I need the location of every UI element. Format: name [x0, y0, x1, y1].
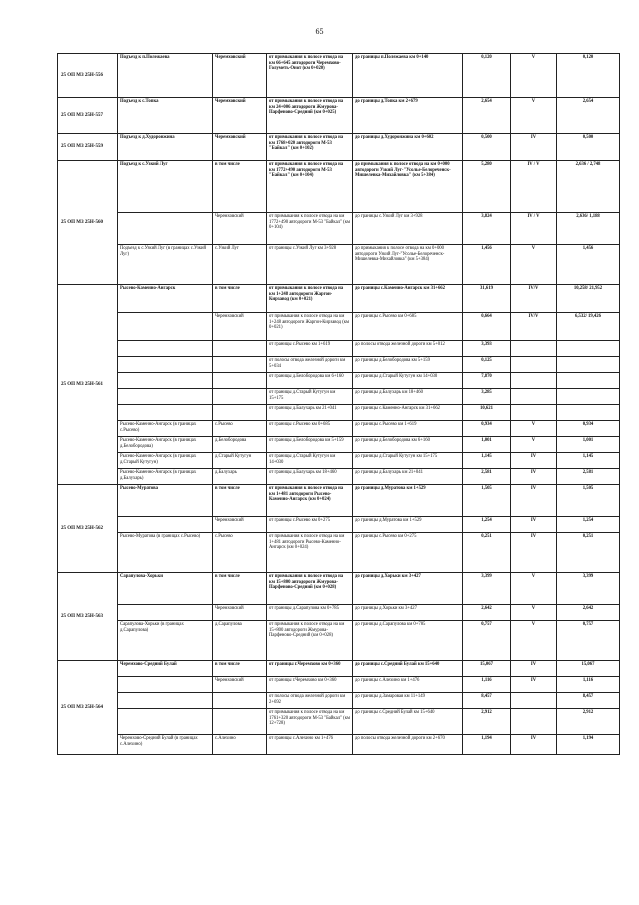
road-code: 25 ОП МЗ 25Н-560 — [58, 161, 118, 285]
road-name — [118, 313, 213, 341]
table-row — [58, 54, 620, 98]
total-length: 1,145 — [557, 453, 620, 469]
table-row — [58, 437, 620, 453]
road-code: 25 ОП МЗ 25Н-556 — [58, 54, 118, 98]
road-category — [511, 389, 557, 405]
roads-table — [57, 53, 620, 755]
district: Черемховский — [213, 677, 267, 693]
segment-to: до границы с.Алехино км 1+476 — [353, 677, 463, 693]
segment-from: от полосы отвода железной дороги км 2+692 — [267, 693, 353, 709]
district — [213, 693, 267, 709]
segment-to: до границы с.Средний Булай км 15+640 — [353, 661, 463, 677]
district — [213, 357, 267, 373]
road-name — [118, 405, 213, 421]
segment-from: от полосы отвода железной дороги км 5+034 — [267, 357, 353, 373]
segment-to: до границы д.Муратова км 1+529 — [353, 517, 463, 533]
road-name: Подъезд к с.Узкий Луг — [118, 161, 213, 213]
segment-from: от примыкания к полосе отвода на км 15+800 автодороги Жмурова-Парфеново-Средний (км 0+028) — [267, 573, 353, 605]
length-km: 2,581 — [463, 469, 511, 485]
length-km: 2,642 — [463, 605, 511, 621]
road-name — [118, 693, 213, 709]
road-name: Подъезд к п.Полежаева — [118, 54, 213, 98]
segment-from: от границы д.Балухарь км 21+041 — [267, 405, 353, 421]
road-category: V — [511, 573, 557, 605]
segment-from: от примыкания к полосе отвода на км 24+006 автодороги Жмурова-Парфеново-Средний (км 0+025) — [267, 98, 353, 134]
segment-from: от границы с.Узкий Луг км 3+928 — [267, 245, 353, 285]
road-category: V — [511, 421, 557, 437]
road-category — [511, 405, 557, 421]
segment-to: до границы с.Рысево км 0+685 — [353, 313, 463, 341]
table-row — [58, 98, 620, 134]
segment-to: до границы с.Рысево км 1+619 — [353, 421, 463, 437]
road-category: V — [511, 54, 557, 98]
district: д.Сарапулова — [213, 621, 267, 661]
length-km: 3,285 — [463, 389, 511, 405]
length-km: 3,393 — [463, 341, 511, 357]
district — [213, 373, 267, 389]
table-row — [58, 677, 620, 693]
road-name: Черемхово-Средний Булай (в границах с.Алехино) — [118, 735, 213, 755]
segment-to: до границы д.Белобородова км 5+159 — [353, 357, 463, 373]
length-km: 5,280 — [463, 161, 511, 213]
total-length: 1,194 — [557, 735, 620, 755]
segment-to: до границы с.Узкий Луг км 3+928 — [353, 213, 463, 245]
district: Черемховский — [213, 54, 267, 98]
road-name — [118, 517, 213, 533]
district: с.Узкий Луг — [213, 245, 267, 285]
table-row — [58, 357, 620, 373]
total-length: 0,251 — [557, 533, 620, 573]
district: Черемховский — [213, 517, 267, 533]
total-length: 8,457 — [557, 693, 620, 709]
road-name — [118, 373, 213, 389]
segment-to: до границы с.Каменно-Ангарск км 31+662 — [353, 405, 463, 421]
road-category — [511, 373, 557, 389]
district — [213, 389, 267, 405]
road-category: V — [511, 605, 557, 621]
length-km: 2,654 — [463, 98, 511, 134]
road-category: IV — [511, 533, 557, 573]
road-code: 25 ОП МЗ 25Н-564 — [58, 661, 118, 755]
length-km: 0,757 — [463, 621, 511, 661]
road-category: IV — [511, 661, 557, 677]
table-row — [58, 693, 620, 709]
length-km: 15,067 — [463, 661, 511, 677]
district — [213, 341, 267, 357]
segment-to: до границы д.Хорьки км 3+427 — [353, 573, 463, 605]
table-row — [58, 735, 620, 755]
road-name — [118, 605, 213, 621]
segment-from: от примыкания к полосе отвода на км 66+645 автодороги Черемхово-Голуметь-Онот (км 0+020) — [267, 54, 353, 98]
length-km: 1,145 — [463, 453, 511, 469]
road-code: 25 ОП МЗ 25Н-563 — [58, 573, 118, 661]
road-category: IV — [511, 453, 557, 469]
segment-to: до границы с.Средний Булай км 15+640 — [353, 709, 463, 735]
total-length — [557, 405, 620, 421]
total-length: 1,456 — [557, 245, 620, 285]
segment-from: от границы д.Сарапулова км 0+785 — [267, 605, 353, 621]
table-row — [58, 313, 620, 341]
road-name: Черемхово-Средний Булай — [118, 661, 213, 677]
segment-from: от примыкания к полосе отвода на км 1772+490 автодороги М-53 "Байкал" (км 0+104) — [267, 161, 353, 213]
table-row — [58, 161, 620, 213]
total-length — [557, 389, 620, 405]
district: с.Алехино — [213, 735, 267, 755]
segment-from: от примыкания к полосе отвода на км 1+481 автодороги Рысево-Каменно-Ангарск (км 0+024) — [267, 533, 353, 573]
segment-to: до границы д.Балухарь км 21+041 — [353, 469, 463, 485]
district: Черемховский — [213, 213, 267, 245]
table-row — [58, 661, 620, 677]
table-row — [58, 405, 620, 421]
length-km: 1,254 — [463, 517, 511, 533]
road-name — [118, 677, 213, 693]
total-length: 2,654 — [557, 98, 620, 134]
segment-from: от примыкания к полосе отвода на км 1+481 автодороги Рысево-Каменно-Ангарск (км 0+024) — [267, 485, 353, 517]
road-code: 25 ОП МЗ 25Н-561 — [58, 285, 118, 485]
segment-from: от границы с.Рысево км 0+685 — [267, 421, 353, 437]
total-length: 0,757 — [557, 621, 620, 661]
road-name: Рысево-Каменно-Ангарск (в границах д.Белобородова) — [118, 437, 213, 453]
segment-from: от границы д.Белобородова км 6+160 — [267, 373, 353, 389]
segment-from: от границы д.Старый Кутугун км 15+175 — [267, 389, 353, 405]
total-length: 1,505 — [557, 485, 620, 517]
segment-to: до границы с.Каменно-Ангарск км 31+662 — [353, 285, 463, 313]
segment-from: от примыкания к полосе отвода на км 1761+320 автодороги М-53 "Байкал" (км 12+728) — [267, 709, 353, 735]
segment-to: до границы д.Белобородова км 6+160 — [353, 437, 463, 453]
segment-from: от примыкания к полосе отвода на км 15+800 автодороги Жмурова-Парфеново-Средний (км 0+028) — [267, 621, 353, 661]
segment-to: до границы д.Худоронжина км 0+602 — [353, 134, 463, 161]
length-km: 31,619 — [463, 285, 511, 313]
total-length: 2,912 — [557, 709, 620, 735]
road-name — [118, 389, 213, 405]
road-category — [511, 341, 557, 357]
length-km: 2,912 — [463, 709, 511, 735]
road-category — [511, 709, 557, 735]
segment-to: до границы п.Полежаева км 0+140 — [353, 54, 463, 98]
total-length: 2,636 / 2,748 — [557, 161, 620, 213]
segment-to: до примыкания к полосе отвода на км 0+000 автодороги Узкий Луг-"Усолье-Белореченск-Мишелевка-Михайловка" (км 5+384) — [353, 161, 463, 213]
total-length: 3,399 — [557, 573, 620, 605]
total-length: 15,067 — [557, 661, 620, 677]
total-length: 6,532/ 19,426 — [557, 313, 620, 341]
length-km: 0,120 — [463, 54, 511, 98]
road-category: IV/V — [511, 313, 557, 341]
district: в том числе — [213, 573, 267, 605]
road-category — [511, 357, 557, 373]
road-category: IV — [511, 517, 557, 533]
table-row — [58, 341, 620, 357]
district: с.Рысево — [213, 421, 267, 437]
segment-to: до границы д.Старый Кутугун км 14+030 — [353, 373, 463, 389]
table-row — [58, 709, 620, 735]
length-km: 0,664 — [463, 313, 511, 341]
segment-to: до границы д.Хорьки км 3+427 — [353, 605, 463, 621]
segment-to: до границы д.Сарапулова км 0+785 — [353, 621, 463, 661]
road-category: V — [511, 98, 557, 134]
road-category: IV — [511, 735, 557, 755]
road-category: V — [511, 245, 557, 285]
road-category: IV / V — [511, 161, 557, 213]
road-category — [511, 693, 557, 709]
total-length: 0,120 — [557, 54, 620, 98]
road-name — [118, 213, 213, 245]
table-row — [58, 469, 620, 485]
district — [213, 405, 267, 421]
length-km: 1,001 — [463, 437, 511, 453]
table-row — [58, 573, 620, 605]
district: в том числе — [213, 285, 267, 313]
length-km: 0,500 — [463, 134, 511, 161]
segment-from: от границы д.Балухарь км 18+460 — [267, 469, 353, 485]
table-row — [58, 605, 620, 621]
total-length — [557, 373, 620, 389]
road-name: Сарапулова-Хорьки — [118, 573, 213, 605]
segment-from: от границы г.Черемхово км 0+360 — [267, 677, 353, 693]
length-km: 1,116 — [463, 677, 511, 693]
segment-from: от примыкания к полосе отвода на км 1+248 автодороги Жаргон-Кирзавод (км 0+021) — [267, 313, 353, 341]
segment-from: от границы д.Старый Кутугун км 14+030 — [267, 453, 353, 469]
road-category: IV / V — [511, 213, 557, 245]
road-name: Рысево-Муратова — [118, 485, 213, 517]
road-category: V — [511, 437, 557, 453]
table-row — [58, 421, 620, 437]
total-length — [557, 357, 620, 373]
road-name: Сарапулова-Хорьки (в границах д.Сарапулова) — [118, 621, 213, 661]
district: в том числе — [213, 661, 267, 677]
segment-to: до границы д.Старый Кутугун км 15+175 — [353, 453, 463, 469]
district: в том числе — [213, 161, 267, 213]
district: Черемховский — [213, 134, 267, 161]
segment-from: от границы д.Белобородова км 5+159 — [267, 437, 353, 453]
total-length: 0,500 — [557, 134, 620, 161]
table-row — [58, 213, 620, 245]
segment-from: от примыкания к полосе отвода на км 1768+020 автодороги М-53 "Байкал" (км 0+102) — [267, 134, 353, 161]
segment-from: от границы г.Черемхово км 0+360 — [267, 661, 353, 677]
segment-from: от границы с.Рысево км 1+619 — [267, 341, 353, 357]
segment-from: от примыкания к полосе отвода на км 1+248 автодороги Жаргон-Кирзавод (км 0+021) — [267, 285, 353, 313]
length-km: 3,399 — [463, 573, 511, 605]
district: Черемховский — [213, 605, 267, 621]
length-km: 7,870 — [463, 373, 511, 389]
road-name — [118, 709, 213, 735]
road-category: IV — [511, 134, 557, 161]
road-category: V — [511, 621, 557, 661]
table-row — [58, 517, 620, 533]
road-code: 25 ОП МЗ 25Н-562 — [58, 485, 118, 573]
total-length: 1,116 — [557, 677, 620, 693]
district — [213, 709, 267, 735]
road-name: Рысево-Муратова (в границах с.Рысево) — [118, 533, 213, 573]
page-number: 65 — [315, 27, 324, 36]
district: в том числе — [213, 485, 267, 517]
table-row — [58, 533, 620, 573]
segment-to: до границы д.Балухарь км 18+460 — [353, 389, 463, 405]
table-row — [58, 621, 620, 661]
total-length: 1,254 — [557, 517, 620, 533]
table-row — [58, 453, 620, 469]
length-km: 0,251 — [463, 533, 511, 573]
table-row — [58, 389, 620, 405]
district: д.Старый Кутугун — [213, 453, 267, 469]
segment-to: до полосы отвода железной дороги км 5+012 — [353, 341, 463, 357]
table-row — [58, 485, 620, 517]
length-km: 1,505 — [463, 485, 511, 517]
table-row — [58, 245, 620, 285]
total-length: 2,581 — [557, 469, 620, 485]
road-name: Рысево-Каменно-Ангарск (в границах д.Старый Кутугун) — [118, 453, 213, 469]
segment-to: до границы д.Топка км 2+679 — [353, 98, 463, 134]
segment-to: до границы с.Рысево км 0+275 — [353, 533, 463, 573]
total-length: 2,642 — [557, 605, 620, 621]
table-row — [58, 134, 620, 161]
district: д.Балухарь — [213, 469, 267, 485]
length-km: 3,824 — [463, 213, 511, 245]
road-category: IV — [511, 677, 557, 693]
district: д.Белобородова — [213, 437, 267, 453]
length-km: 0,125 — [463, 357, 511, 373]
district: с.Рысево — [213, 533, 267, 573]
length-km: 8,457 — [463, 693, 511, 709]
road-category: IV/V — [511, 285, 557, 313]
length-km: 1,456 — [463, 245, 511, 285]
segment-from: от примыкания к полосе отвода на км 1772+490 автодороги М-53 "Байкал" (км 0+104) — [267, 213, 353, 245]
road-name: Подъезд к с.Топка — [118, 98, 213, 134]
road-name: Рысево-Каменно-Ангарск — [118, 285, 213, 313]
total-length: 10,258/ 21,952 — [557, 285, 620, 313]
road-code: 25 ОП МЗ 25Н-557 — [58, 98, 118, 134]
total-length — [557, 341, 620, 357]
road-name — [118, 341, 213, 357]
length-km: 10,621 — [463, 405, 511, 421]
road-name: Рысево-Каменно-Ангарск (в границах с.Рысево) — [118, 421, 213, 437]
segment-to: до границы д.Замаровая км 11+149 — [353, 693, 463, 709]
total-length: 1,001 — [557, 437, 620, 453]
district: Черемховский — [213, 98, 267, 134]
road-code: 25 ОП МЗ 25Н-559 — [58, 134, 118, 161]
segment-from: от границы с.Рысево км 0+275 — [267, 517, 353, 533]
segment-to: до примыкания к полосе отвода на км 0+000 автодороги Узкий Луг-"Усолье-Белореченск-Мишелевка-Михайловка" (км 5+384) — [353, 245, 463, 285]
table-row — [58, 285, 620, 313]
segment-to: до границы д.Муратова км 1+529 — [353, 485, 463, 517]
segment-from: от границы с.Алехино км 1+476 — [267, 735, 353, 755]
length-km: 1,194 — [463, 735, 511, 755]
road-category: IV — [511, 485, 557, 517]
table-row — [58, 373, 620, 389]
road-name — [118, 357, 213, 373]
total-length: 0,934 — [557, 421, 620, 437]
road-name: Подъезд к д.Худоронжина — [118, 134, 213, 161]
segment-to: до полосы отвода железной дороги км 2+670 — [353, 735, 463, 755]
district: Черемховский — [213, 313, 267, 341]
road-category: IV — [511, 469, 557, 485]
total-length: 2,636/ 1,188 — [557, 213, 620, 245]
road-name: Рысево-Каменно-Ангарск (в границах д.Балухарь) — [118, 469, 213, 485]
length-km: 0,934 — [463, 421, 511, 437]
road-name: Подъезд к с.Узкий Луг (в границах с.Узкий Луг) — [118, 245, 213, 285]
